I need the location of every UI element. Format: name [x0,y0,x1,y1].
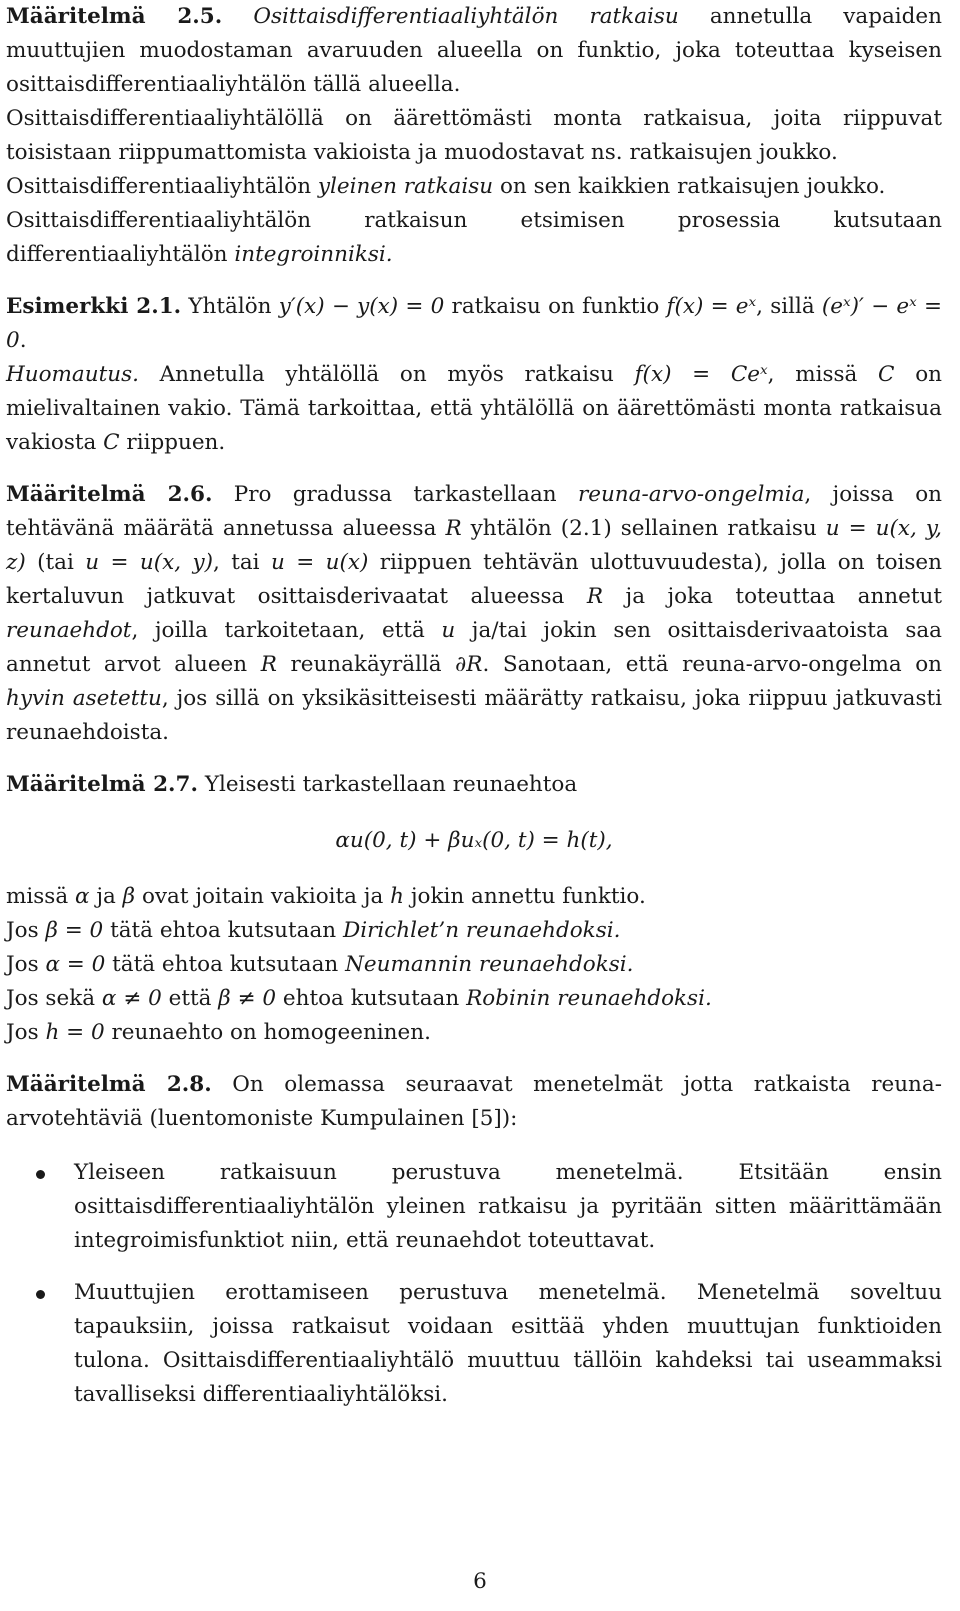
text: , missä [767,362,879,387]
def-2-6-paragraph [6,478,942,750]
text: , tai [213,550,271,575]
example-paragraph [6,290,942,358]
text: missä [6,884,75,909]
equation: f(x) = eˣ [666,294,757,319]
def-2-5-paragraph-2: Osittaisdifferentiaaliyhtälöllä on äärettömästi monta ratkaisua, joita riippuvat toisistaan riippumattomista vakioista ja muodostavat ns. ratkaisujen joukko. [6,106,942,165]
bullet-icon [36,1290,45,1299]
term: Robinin reunaehdoksi. [466,986,712,1011]
list-item-text: Yleiseen ratkaisuun perustuva menetelmä. Etsitään ensin osittaisdifferentiaaliyhtälön yleinen ratkaisu ja pyritään sitten määrittämään integroimisfunktiot niin, että reunaehdot toteuttavat. [74,1160,942,1253]
remark-paragraph [6,358,942,460]
bullet-icon [36,1170,45,1179]
text: jokin annettu funktio. [404,884,646,909]
def-label: Määritelmä 2.8. [6,1072,212,1097]
def-text: annetulla vapaiden muuttujien muodostaman avaruuden alueella on funktio, joka toteuttaa kyseisen osittaisdifferentiaaliyhtälön tällä alueella. [6,4,942,97]
text: Jos sekä [6,986,102,1011]
equation: α ≠ 0 [101,986,162,1011]
term: Neumannin reunaehdoksi. [345,952,634,977]
term: Dirichlet’n reunaehdoksi. [342,918,621,943]
text: Pro gradussa tarkastellaan [212,482,578,507]
text: Osittaisdifferentiaaliyhtälön ratkaisun etsimisen prosessia kutsutaan differentiaaliyhtälön [6,208,942,267]
def-2-7-line-5 [6,1016,942,1050]
equation: f(x) = Ceˣ [634,362,768,387]
list-item-text: Muuttujien erottamiseen perustuva menetelmä. Menetelmä soveltuu tapauksiin, joissa ratkaisut voidaan esittää yhden muuttujan funktioiden tulona. Osittaisdifferentiaaliyhtälö muuttuu tällöin kahdeksi tai useammaksi tavalliseksi differentiaaliyhtälöksi. [74,1280,942,1407]
text: yhtälön (2.1) sellainen ratkaisu [461,516,826,541]
equation: u = u(x, y, z) [6,516,943,575]
text: ratkaisu on funktio [444,294,667,319]
text: Yleisesti tarkastellaan reunaehtoa [198,772,578,797]
definition-2-7 [6,768,942,1050]
example-2-1 [6,290,942,460]
text: Annetulla yhtälöllä on myös ratkaisu [138,362,635,387]
text: , sillä [756,294,822,319]
equation: β = 0 [45,918,104,943]
term-yleinen-ratkaisu: yleinen ratkaisu [317,174,494,199]
method-list [6,1156,942,1412]
equation: y′(x) − y(x) = 0 [278,294,445,319]
def-2-8-intro [6,1068,942,1136]
text: Osittaisdifferentiaaliyhtälön [6,174,318,199]
def-term: Osittaisdifferentiaaliyhtälön ratkaisu [253,4,679,29]
text: Yhtälön [181,294,279,319]
text: on sen kaikkien ratkaisujen joukko. [493,174,886,199]
text: riippuen. [119,430,226,455]
definition-2-5 [6,0,942,272]
symbol: C [878,362,895,387]
equation: (eˣ)′ − eˣ = 0 [6,294,942,353]
equation: α = 0 [45,952,106,977]
text: ehtoa kutsutaan [276,986,467,1011]
text: On olemassa seuraavat menetelmät jotta ratkaista reuna-arvotehtäviä (luentomoniste Kumpulainen [5]): [6,1072,942,1131]
equation: u = u(x) [270,550,369,575]
text: . Sanotaan, että reuna-arvo-ongelma on [482,652,943,677]
text: ja joka toteuttaa annetut [603,584,942,609]
def-label: Määritelmä 2.6. [6,482,213,507]
def-2-5-paragraph [6,0,942,102]
text: riippuen tehtävän ulottuvuudesta), jolla on toisen kertaluvun jatkuvat osittaisderivaatat alueessa [6,550,943,609]
text: , jos sillä on yksikäsitteisesti määrätty ratkaisu, joka riippuu jatkuvasti reunaehdoista. [6,686,942,745]
def-label: Määritelmä 2.5. [6,4,223,29]
symbol: R [260,652,277,677]
equation: β ≠ 0 [218,986,277,1011]
equation: h = 0 [45,1020,105,1045]
text: ja/tai jokin sen osittaisderivaatoista saa annetut arvot alueen [6,618,942,677]
symbol: α [74,884,90,909]
def-2-7-line-2 [6,914,942,948]
term: reuna-arvo-ongelmia [577,482,805,507]
term: hyvin asetettu [6,686,162,711]
text: , joissa on tehtävänä määrätä annetussa alueessa [6,482,943,541]
text: , joilla tarkoitetaan, että [131,618,442,643]
symbol: h [390,884,404,909]
text: Jos [6,952,46,977]
text: ovat joitain vakioita ja [135,884,391,909]
symbol: R [445,516,462,541]
symbol: ∂R [455,652,483,677]
def-2-7-line-4 [6,982,942,1016]
text: (tai [25,550,86,575]
text: Jos [6,918,46,943]
term-integroinniksi: integroinniksi. [234,242,393,267]
term: reunaehdot [6,618,132,643]
text: reunaehto on homogeeninen. [104,1020,431,1045]
text: . [19,328,27,353]
list-item [6,1276,942,1412]
def-2-7-line-3 [6,948,942,982]
text: Jos [6,1020,46,1045]
example-label: Esimerkki 2.1. [6,294,182,319]
text: reunakäyrällä [276,652,456,677]
symbol: u [441,618,456,643]
symbol: R [586,584,604,609]
def-2-5-paragraph-3 [6,170,942,204]
list-item [6,1156,942,1258]
text: että [161,986,219,1011]
text: on mielivaltainen vakio. Tämä tarkoittaa, että yhtälöllä on äärettömästi monta ratkaisua vakiosta [6,362,942,455]
page-number: 6 [473,1569,487,1594]
definition-2-8 [6,1068,942,1412]
symbol: β [122,884,136,909]
text: ja [89,884,123,909]
text: tätä ehtoa kutsutaan [105,952,346,977]
definition-2-6 [6,478,942,750]
text: tätä ehtoa kutsutaan [103,918,343,943]
display-equation: αu(0, t) + βuₓ(0, t) = h(t), [335,828,613,853]
def-label: Määritelmä 2.7. [6,772,198,797]
def-2-5-paragraph-4 [6,204,942,272]
equation: u = u(x, y) [85,550,213,575]
def-2-7-intro [6,768,942,802]
symbol: C [103,430,120,455]
remark-label: Huomautus. [6,362,139,387]
def-2-7-line-1 [6,880,942,914]
